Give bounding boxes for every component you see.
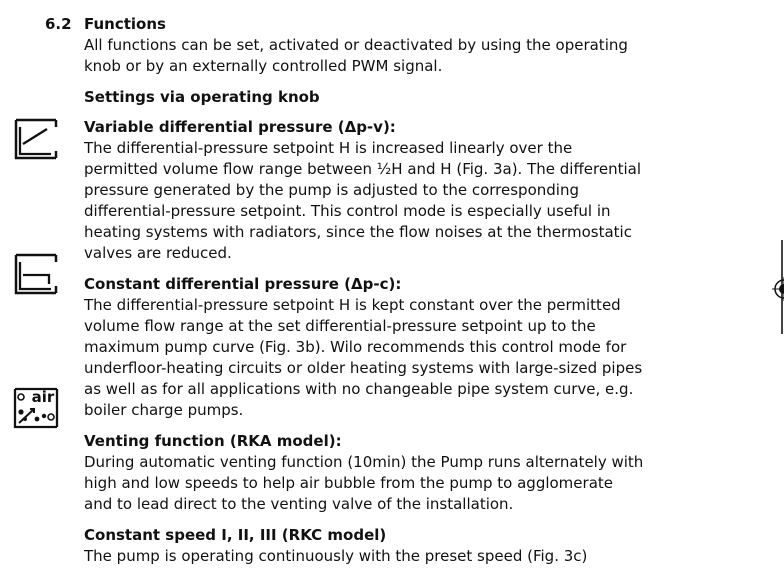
mode-description: During automatic venting function (10min) the Pump runs alternately with high and low speeds to help air bubble from the pump to agglomerate and to lead direct to the venting valve of the installation. (84, 453, 644, 513)
variable-differential-pressure-icon (13, 117, 59, 161)
section-number: 6.2 (45, 15, 72, 33)
section-title: Functions (84, 15, 166, 33)
air-icon-text: air (31, 388, 55, 406)
mode-title: Constant differential pressure (Δp-c): (84, 275, 402, 293)
mode-description: The differential-pressure setpoint H is kept constant over the permitted volume flow range at the set differential-pressure setpoint up to the maximum pump curve (Fig. 3b). Wilo recommends this control mode for underfloor-heating circuits or older heating systems with large-sized pipes as well as for all applications with no changeable pipe system curve, e.g. boiler charge pumps. (84, 296, 643, 419)
section-intro: All functions can be set, activated or deactivated by using the operating knob or by an externally controlled PWM signal. (84, 36, 628, 75)
venting-air-icon (13, 386, 59, 430)
mode-description: The differential-pressure setpoint H is increased linearly over the permitted volume flow range between ½H and H (Fig. 3a). The differential pressure generated by the pump is adjusted to the corresponding differential-pressure setpoint. This control mode is especially useful in heating systems with radiators, since the flow noises at the thermostatic valves are reduced. (84, 139, 641, 262)
constant-differential-pressure-icon (13, 252, 59, 296)
mode-title: Variable differential pressure (Δp-v): (84, 118, 396, 136)
mode-title: Constant speed I, II, III (RKC model) (84, 526, 387, 544)
registration-mark-icon (772, 277, 784, 301)
mode-venting-function (84, 431, 644, 515)
mode-constant-differential-pressure (84, 274, 644, 421)
mode-variable-differential-pressure (84, 117, 644, 264)
mode-constant-speed (84, 525, 644, 567)
settings-heading: Settings via operating knob (84, 88, 320, 106)
mode-title: Venting function (RKA model): (84, 432, 342, 450)
mode-description: The pump is operating continuously with the preset speed (Fig. 3c) (84, 547, 588, 565)
